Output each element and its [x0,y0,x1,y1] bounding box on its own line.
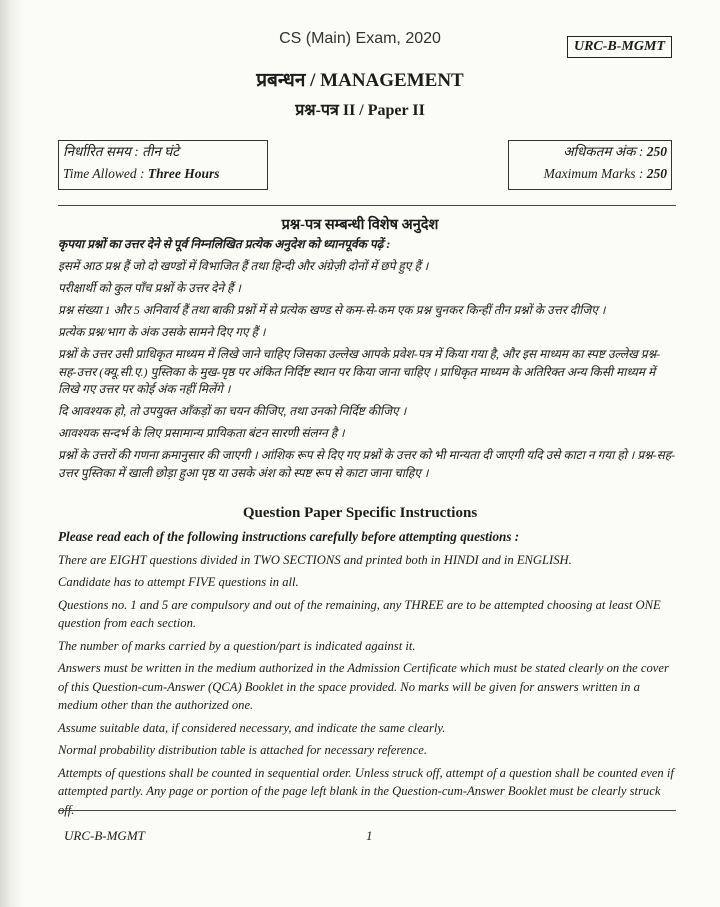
hindi-instruction-item: इसमें आठ प्रश्न हैं जो दो खण्डों में विभाजित हैं तथा हिन्दी और अंग्रेज़ी दोनों में छपे हुए हैं । [58,259,429,273]
hindi-instructions [58,236,678,487]
hindi-instructions-heading: प्रश्न-पत्र सम्बन्धी विशेष अनुदेश [281,217,439,233]
bottom-divider [58,810,676,811]
english-instruction-item: Assume suitable data, if considered necessary, and indicate the same clearly. [58,720,446,735]
english-instruction-item: Questions no. 1 and 5 are compulsory and out of the remaining, any THREE are to be attempted choosing at least ONE question from each section. [58,597,661,630]
maximum-marks-value: 250 [646,166,667,181]
english-instruction-item: The number of marks carried by a question/part is indicated against it. [58,638,416,653]
hindi-instructions-lead: कृपया प्रश्नों का उत्तर देने से पूर्व निम्नलिखित प्रत्येक अनुदेश को ध्यानपूर्वक पढ़ें : [58,237,391,251]
maximum-marks-english [513,163,667,185]
english-instructions-heading: Question Paper Specific Instructions [242,505,478,521]
footer-paper-code: URC-B-MGMT [64,828,145,843]
maximum-marks-hindi-label: अधिकतम अंक : [563,144,647,159]
english-instruction-item: Normal probability distribution table is attached for necessary reference. [58,743,428,757]
time-allowed-hindi: निर्धारित समय : तीन घंटे [63,144,179,159]
maximum-marks-label: Maximum Marks : [543,166,647,181]
hindi-instruction-item: प्रश्नों के उत्तर उसी प्राधिकृत माध्यम में लिखे जाने चाहिए जिसका उल्लेख आपके प्रवेश-पत्र में किया गया है, और इस माध्यम का स्पष्ट उल्लेख प्रश्न-सह-उत्तर (क्यू.सी.ए.) पुस्तिका के मुख-पृष्ठ पर अंकित निर्दिष्ट स्थान पर किया जाना चाहिए । प्राधिकृत माध्यम के अतिरिक्त अन्य किसी माध्यम में लिखे गए उत्तर पर कोई अंक नहीं मिलेंगे । [58,347,661,396]
maximum-marks-hindi [513,141,667,163]
hindi-instruction-item: प्रत्येक प्रश्न/भाग के अंक उसके सामने दिए गए हैं । [58,325,266,339]
english-instructions-lead: Please read each of the following instructions carefully before attempting questions : [58,529,520,544]
hindi-instruction-item: प्रश्नों के उत्तरों की गणना क्रमानुसार की जाएगी । आंशिक रूप से दिए गए प्रश्नों के उत्तर को भी मान्यता दी जाएगी यदि उसे काटा न गया हो । प्रश्न-सह-उत्तर पुस्तिका में खाली छोड़ा हुआ पृष्ठ या उसके अंश को स्पष्ट रूप से काटा जाना चाहिए । [58,448,676,480]
hindi-instruction-item: आवश्यक सन्दर्भ के लिए प्रसामान्य प्रायिकता बंटन सारणी संलग्न है । [58,426,345,440]
exam-title: CS (Main) Exam, 2020 [279,30,441,47]
time-allowed-box [58,140,268,190]
top-divider [58,205,676,206]
english-instructions [58,528,678,823]
hindi-instruction-item: प्रश्न संख्या 1 और 5 अनिवार्य हैं तथा बाकी प्रश्नों में से प्रत्येक खण्ड से कम-से-कम एक प्रश्न चुनकर किन्हीं तीन प्रश्नों के उत्तर दीजिए । [58,303,606,317]
time-allowed-value: Three Hours [147,166,220,181]
english-instruction-item: Candidate has to attempt FIVE questions in all. [58,575,299,589]
english-instruction-item: Attempts of questions shall be counted in sequential order. Unless struck off, attempt of a question shall be counted even if attempted partly. Any page or portion of the page left blank in the Question-cum-Answer Booklet must be clearly struck off. [58,765,674,817]
page-number: 1 [366,828,373,843]
hindi-instruction-item: दि आवश्यक हो, तो उपयुक्त आँकड़ों का चयन कीजिए, तथा उनको निर्दिष्ट कीजिए । [58,404,407,418]
maximum-marks-box [508,140,672,190]
scan-shadow [0,0,24,907]
paper-title: प्रश्न-पत्र II / Paper II [295,102,425,119]
english-instruction-item: Answers must be written in the medium authorized in the Admission Certificate which must be stated clearly on the cover of this Question-cum-Answer (QCA) Booklet in the space provided. No marks will be given for answers written in a medium other than the authorized one. [58,661,669,712]
paper-code-box: URC-B-MGMT [567,36,672,58]
hindi-instruction-item: परीक्षार्थी को कुल पाँच प्रश्नों के उत्तर देने हैं । [58,281,241,295]
english-instruction-item: There are EIGHT questions divided in TWO SECTIONS and printed both in HINDI and in ENGLISH. [58,552,572,567]
maximum-marks-hindi-value: 250 [646,144,667,159]
time-allowed-label: Time Allowed : [63,166,148,181]
subject-title: प्रबन्धन / MANAGEMENT [256,70,464,91]
time-allowed-english [63,163,263,185]
